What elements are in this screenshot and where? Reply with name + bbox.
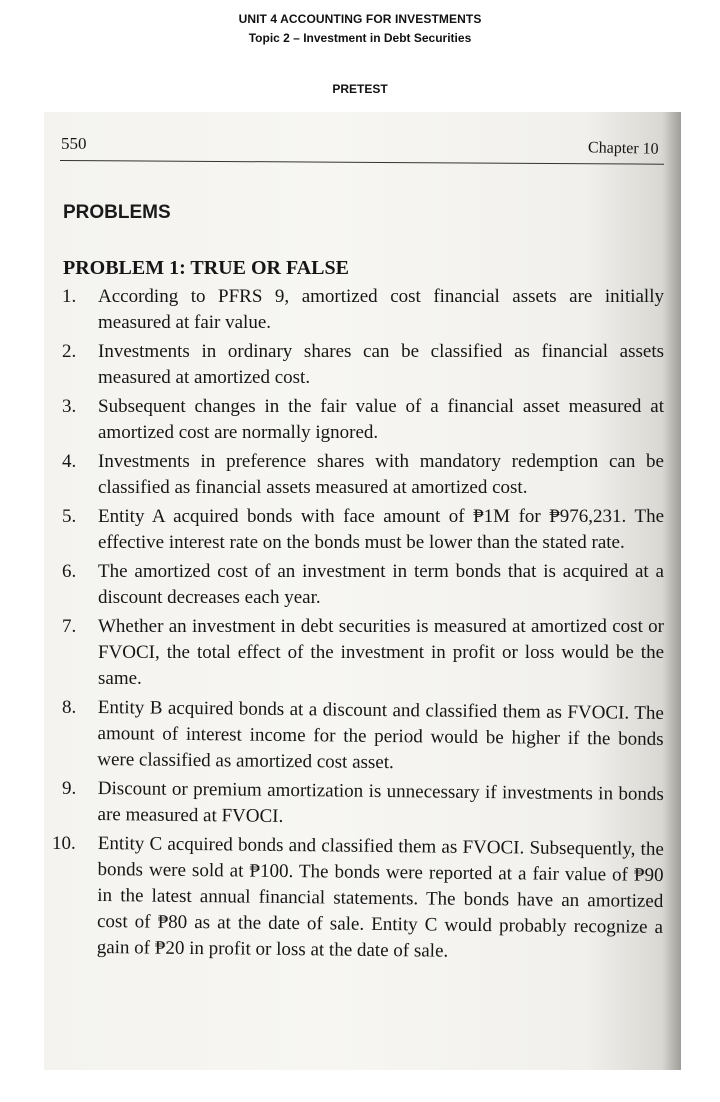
question-item [52, 339, 664, 391]
header-rule [60, 160, 664, 165]
question-number: 2. [62, 341, 77, 362]
question-text: Entity A acquired bonds with face amount of ₱1M for ₱976,231. The effective interest rate on the bonds must be lower than the stated rate. [98, 506, 664, 553]
question-item [52, 394, 664, 446]
question-item [52, 831, 664, 961]
question-item [52, 559, 664, 611]
question-number: 6. [62, 561, 77, 582]
question-number: 8. [62, 697, 77, 718]
question-number: 9. [62, 778, 77, 799]
book-page-photo [44, 112, 681, 1070]
unit-heading: UNIT 4 ACCOUNTING FOR INVESTMENTS [238, 12, 482, 26]
question-text: According to PFRS 9, amortized cost financial assets are initially measured at fair value. [98, 286, 664, 333]
pretest-heading: PRETEST [332, 82, 388, 96]
question-item [52, 695, 664, 773]
section-title: PROBLEMS [63, 202, 171, 223]
question-text: Subsequent changes in the fair value of a financial asset measured at amortized cost are normally ignored. [98, 396, 664, 443]
question-text: Discount or premium amortization is unnecessary if investments in bonds are measured at FVOCI. [97, 777, 664, 827]
question-item [52, 449, 664, 501]
question-number: 7. [62, 616, 77, 637]
question-number: 4. [62, 451, 77, 472]
question-number: 3. [62, 396, 77, 417]
topic-heading: Topic 2 – Investment in Debt Securities [248, 31, 472, 45]
question-item [52, 284, 664, 336]
chapter-label: Chapter 10 [588, 139, 660, 158]
question-text: The amortized cost of an investment in term bonds that is acquired at a discount decreases each year. [98, 561, 664, 608]
question-text: Whether an investment in debt securities is measured at amortized cost or FVOCI, the total effect of the investment in profit or loss would be the same. [98, 616, 664, 689]
page-number: 550 [61, 134, 87, 153]
question-text: Entity C acquired bonds and classified them as FVOCI. Subsequently, the bonds were sold at ₱100. The bonds were reported at a fair value of ₱90 in the latest annual financial statements. The bonds have an amortized cost of ₱80 as at the date of sale. Entity C would probably recognize a gain of ₱20 in profit or loss at the date of sale. [96, 832, 664, 962]
question-item [52, 504, 664, 556]
problem-title: PROBLEM 1: TRUE OR FALSE [63, 257, 349, 279]
question-item [52, 776, 664, 828]
question-text: Investments in preference shares with mandatory redemption can be classified as financial assets measured at amortized cost. [98, 451, 664, 498]
question-text: Entity B acquired bonds at a discount and classified them as FVOCI. The amount of interest income for the period would be higher if the bonds were classified as amortized cost asset. [97, 696, 664, 774]
question-item [52, 614, 664, 692]
question-number: 5. [62, 506, 77, 527]
question-number: 10. [52, 833, 76, 854]
question-number: 1. [62, 286, 77, 307]
question-list [52, 284, 664, 964]
question-text: Investments in ordinary shares can be classified as financial assets measured at amortized cost. [98, 341, 664, 388]
